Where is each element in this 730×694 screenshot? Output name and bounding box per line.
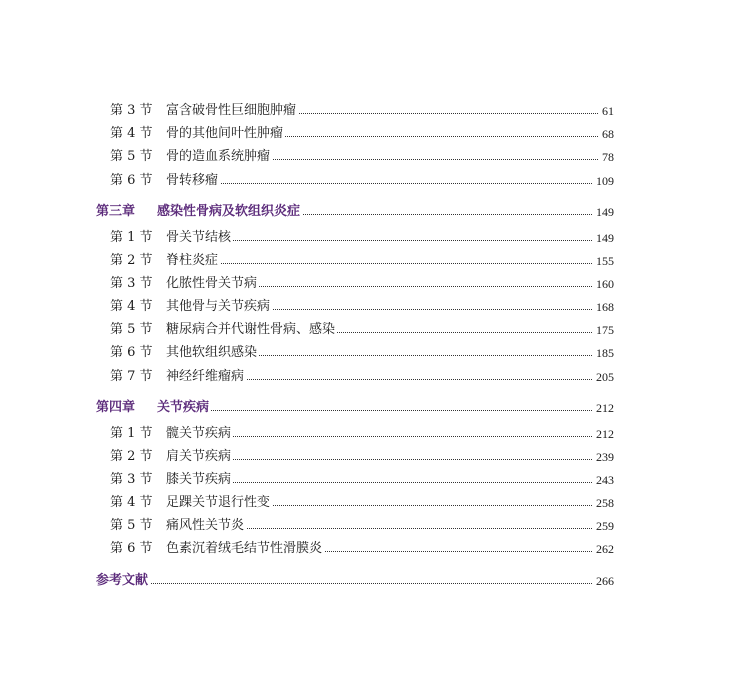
toc-row[interactable]	[0, 446, 730, 468]
section-title: 骨的其他间叶性肿瘤	[166, 123, 285, 145]
page-number: 239	[593, 446, 614, 468]
section-title: 其他软组织感染	[166, 342, 259, 364]
page-number: 168	[593, 296, 614, 318]
toc-row[interactable]	[0, 423, 730, 445]
dot-leader	[166, 183, 610, 184]
section-title: 肩关节疾病	[166, 446, 233, 468]
page-number: 109	[593, 170, 614, 192]
toc-row[interactable]	[0, 515, 730, 537]
section-title: 骨关节结核	[166, 227, 233, 249]
toc-chapter-row[interactable]	[0, 397, 730, 419]
toc-row[interactable]	[0, 469, 730, 491]
toc-row[interactable]	[0, 366, 730, 388]
page-number: 243	[593, 469, 614, 491]
toc-row[interactable]	[0, 123, 730, 145]
section-title: 色素沉着绒毛结节性滑膜炎	[166, 538, 324, 560]
chapter-title: 感染性骨病及软组织炎症	[157, 201, 302, 223]
chapter-number: 第三章	[96, 204, 136, 219]
toc-row[interactable]	[0, 170, 730, 192]
section-number: 第 1 节	[110, 426, 153, 441]
page-number: 149	[593, 227, 614, 249]
page-number: 175	[593, 319, 614, 341]
section-title: 富含破骨性巨细胞肿瘤	[166, 100, 298, 122]
section-number: 第 2 节	[110, 253, 153, 268]
section-title: 糖尿病合并代谢性骨病、感染	[166, 319, 337, 341]
section-number: 第 2 节	[110, 449, 153, 464]
page-number: 266	[593, 570, 614, 592]
section-number: 第 7 节	[110, 369, 153, 384]
section-number: 第 4 节	[110, 299, 153, 314]
toc-row[interactable]	[0, 227, 730, 249]
section-number: 第 6 节	[110, 541, 153, 556]
section-title: 痛风性关节炎	[166, 515, 246, 537]
page-number: 212	[593, 397, 614, 419]
section-number: 第 4 节	[110, 126, 153, 141]
page-number: 61	[599, 100, 614, 122]
section-number: 第 1 节	[110, 230, 153, 245]
section-title: 化脓性骨关节病	[166, 273, 259, 295]
section-number: 第 3 节	[110, 276, 153, 291]
page-number: 212	[593, 423, 614, 445]
section-number: 第 4 节	[110, 495, 153, 510]
section-number: 第 3 节	[110, 472, 153, 487]
dot-leader	[157, 410, 610, 411]
toc-row[interactable]	[0, 492, 730, 514]
section-number: 第 3 节	[110, 103, 153, 118]
section-title: 神经纤维瘤病	[166, 366, 246, 388]
page-number: 68	[599, 123, 614, 145]
toc-chapter-row[interactable]	[0, 201, 730, 223]
chapter-number: 第四章	[96, 400, 136, 415]
dot-leader	[96, 583, 610, 584]
page-number: 155	[593, 250, 614, 272]
page-number: 259	[593, 515, 614, 537]
section-title: 髋关节疾病	[166, 423, 233, 445]
section-title: 足踝关节退行性变	[166, 492, 272, 514]
toc-row[interactable]	[0, 100, 730, 122]
chapter-title: 关节疾病	[157, 397, 211, 419]
page-number: 78	[599, 146, 614, 168]
section-title: 骨转移瘤	[166, 170, 220, 192]
references-title: 参考文献	[96, 570, 150, 592]
page-number: 262	[593, 538, 614, 560]
toc-row[interactable]	[0, 538, 730, 560]
toc-row[interactable]	[0, 296, 730, 318]
section-number: 第 6 节	[110, 173, 153, 188]
section-title: 骨的造血系统肿瘤	[166, 146, 272, 168]
dot-leader	[166, 263, 610, 264]
page-number: 258	[593, 492, 614, 514]
toc-row[interactable]	[0, 146, 730, 168]
section-title: 脊柱炎症	[166, 250, 220, 272]
page-number: 160	[593, 273, 614, 295]
toc-row[interactable]	[0, 342, 730, 364]
section-title: 其他骨与关节疾病	[166, 296, 272, 318]
section-number: 第 5 节	[110, 322, 153, 337]
page-number: 205	[593, 366, 614, 388]
page-number: 149	[593, 201, 614, 223]
toc-row[interactable]	[0, 273, 730, 295]
section-number: 第 6 节	[110, 345, 153, 360]
toc-row[interactable]	[0, 319, 730, 341]
page-number: 185	[593, 342, 614, 364]
toc-row[interactable]	[0, 250, 730, 272]
section-title: 膝关节疾病	[166, 469, 233, 491]
toc-references-row[interactable]	[0, 570, 730, 592]
section-number: 第 5 节	[110, 518, 153, 533]
section-number: 第 5 节	[110, 149, 153, 164]
